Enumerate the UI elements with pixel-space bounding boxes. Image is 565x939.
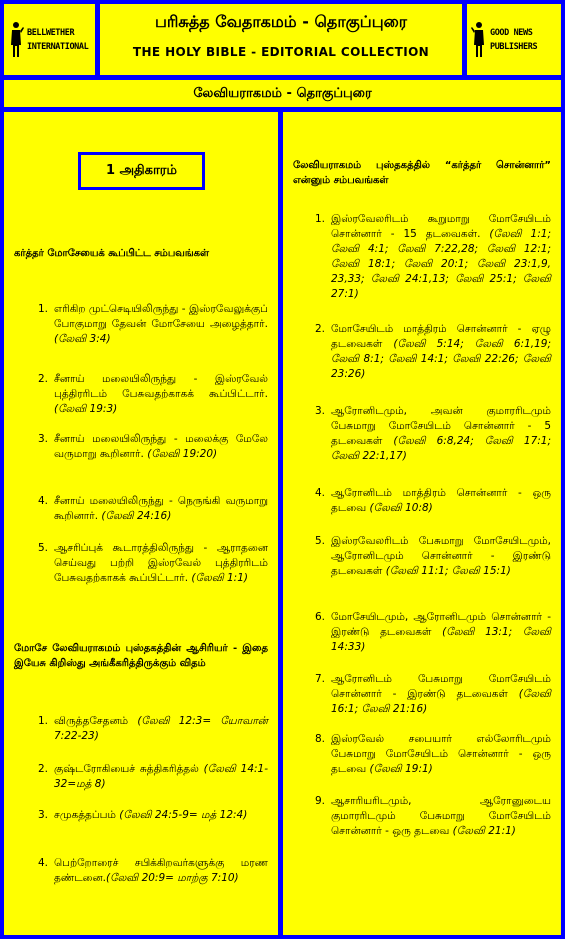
list-item: 4. பெற்றோரைச் சபிக்கிறவர்களுக்கு மரண தண்டனை.(லேவி 20:9= மாற்கு 7:10) [37,857,268,884]
title-english: THE HOLY BIBLE - EDITORIAL COLLECTION [132,45,430,59]
list-item: 3. ஆரோனிடமும், அவன் குமாரரிடமும் பேசுமாறு மோசேயிடம் சொன்னார் - 5 தடவைகள் (லேவி 6:8,24; லேவி 17:1; லேவி 22:1,17) [314,405,551,462]
list-item: 3. சமுகத்தப்பம் (லேவி 24:5-9= மத் 12:4) [37,809,248,821]
right-list [314,212,552,854]
list-item: 2. சீனாய் மலையிலிருந்து - இஸ்ரவேல் புத்திரரிடம் பேசுவதற்காகக் கூப்பிட்டார். (லேவி 19:3) [37,373,268,415]
list-item: 1. விருத்தசேதனம் (லேவி 12:3= யோவான் 7:22-23) [37,715,268,742]
list-item: 7. ஆரோனிடம் பேசுமாறு மோசேயிடம் சொன்னார் - இரண்டு தடவைகள் (லேவி 16:1; லேவி 21:16) [314,673,551,715]
good-news-logo [467,4,561,75]
right-logo-line-1: GOOD NEWS [490,27,533,38]
section1-list [37,302,268,621]
chapter-label: 1 அதிகாரம் [78,152,205,190]
section2-list [37,714,269,904]
list-item: 6. மோசேயிடமும், ஆரோனிடமும் சொன்னார் - இரண்டு தடவைகள் (லேவி 13:1; லேவி 14:33) [314,611,552,653]
right-logo-line-2: PUBLISHERS [490,41,538,52]
subtitle-bar [4,80,561,107]
right-column [283,112,561,935]
list-item: 1. எரிகிற முட்செடியிலிருந்து - இஸ்ரவேலுக்குப் போகுமாறு தேவன் மோசேயை அழைத்தார். (லேவி 3:4) [37,303,268,345]
section2-heading: மோசே லேவியராகமம் புஸ்தகத்தின் ஆசிரியர் - இதை இயேசு கிறிஸ்து அங்கீகரித்திருக்கும் விதம் [14,643,268,669]
list-item: 2. குஷ்டரோகியைச் சுத்திகரித்தல் (லேவி 14:1-32=மத் 8) [37,763,269,790]
list-item: 9. ஆசாரியரிடமும், ஆரோனுடைய குமாரரிடமும் பேசுமாறு மோசேயிடம் சொன்னார் - ஒரு தடவை (லேவி 21:1) [314,795,551,837]
preacher-figure-icon [8,21,24,59]
list-item: 3. சீனாய் மலையிலிருந்து - மலைக்கு மேலே வருமாறு கூறினார். (லேவி 19:20) [37,433,268,460]
left-logo-line-1: BELLWETHER [27,27,75,38]
subtitle: லேவியராகமம் - தொகுப்புரை [193,86,372,101]
preacher-figure-icon [471,21,487,59]
list-item: 5. இஸ்ரவேலரிடம் பேசுமாறு மோசேயிடமும், ஆரோனிடமும் சொன்னார் - இரண்டு தடவைகள் (லேவி 11:1; லேவி 15:1) [314,535,551,577]
header-title-block [100,4,462,75]
bellwether-logo [4,4,95,75]
list-item: 5. ஆசரிப்புக் கூடாரத்திலிருந்து - ஆராதனை செய்வது பற்றி இஸ்ரவேல் புத்திரரிடம் பேசுவதற்காகக் கூப்பிட்டார். (லேவி 1:1) [37,542,268,584]
right-heading: லேவியராகமம் புஸ்தகத்தில் “கர்த்தர் சொன்னார்” என்னும் சம்பவங்கள் [293,160,551,186]
left-logo-line-2: INTERNATIONAL [27,41,89,52]
title-tamil: பரிசுத்த வேதாகமம் - தொகுப்புரை [154,12,408,31]
list-item: 4. சீனாய் மலையிலிருந்து - நெருங்கி வருமாறு கூறினார். (லேவி 24:16) [37,495,268,522]
list-item: 2. மோசேயிடம் மாத்திரம் சொன்னார் - ஏழு தடவைகள் (லேவி 5:14; லேவி 6:1,19; லேவி 8:1; லேவி 14:1; லேவி 22:26; லேவி 23:26) [314,323,551,380]
section1-heading: கர்த்தர் மோசேயைக் கூப்பிட்ட சம்பவங்கள் [14,248,210,259]
list-item: 4. ஆரோனிடம் மாத்திரம் சொன்னார் - ஒரு தடவை (லேவி 10:8) [314,487,551,514]
list-item: 8. இஸ்ரவேல் சபையார் எல்லோரிடமும் பேசுமாறு மோசேயிடம் சொன்னார் - ஒரு தடவை (லேவி 19:1) [314,733,551,775]
list-item: 1. இஸ்ரவேலரிடம் கூறுமாறு மோசேயிடம் சொன்னார் - 15 தடவைகள். (லேவி 1:1; லேவி 4:1; லேவி 7:22,28; லேவி 12:1; லேவி 18:1; லேவி 20:1; லேவி 23:1,9, 23,33; லேவி 24:1,13; லேவி 25:1; லேவி 27:1) [314,213,551,300]
left-column [4,112,278,935]
